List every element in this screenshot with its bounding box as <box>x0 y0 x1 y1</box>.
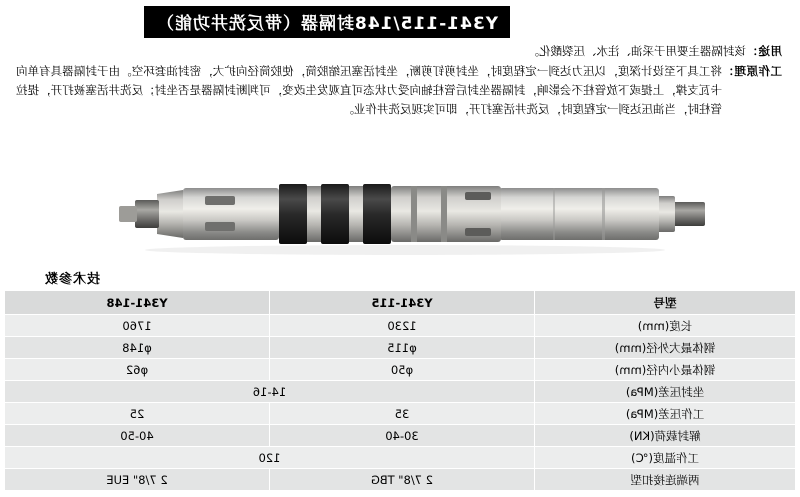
purpose-label: 用途： <box>746 44 782 58</box>
table-cell-value-merged: 120 <box>5 447 535 469</box>
page-title-text: Y341-115/148封隔器（带反洗井功能） <box>144 6 510 38</box>
table-cell-value: φ115 <box>270 337 535 359</box>
table-cell-value: 40-50 <box>5 425 270 447</box>
description-block <box>16 42 782 120</box>
table-cell-value: 25 <box>5 403 270 425</box>
purpose-text: 该封隔器主要用于采油、注水、压裂酸化。 <box>527 44 746 58</box>
table-row <box>5 381 796 403</box>
table-cell-param: 坐封压差(MPa) <box>534 381 795 403</box>
table-cell-value: φ50 <box>270 359 535 381</box>
table-cell-value: 2 7/8" EUE <box>5 469 270 491</box>
table-cell-value: 1760 <box>5 315 270 337</box>
table-row <box>5 315 796 337</box>
spec-table <box>4 290 796 491</box>
table-cell-param: 解封载荷(KN) <box>534 425 795 447</box>
table-row <box>5 425 796 447</box>
table-cell-param: 两端连接扣型 <box>534 469 795 491</box>
table-cell-value-merged: 14-16 <box>5 381 535 403</box>
table-cell-param: 钢体最小内径(mm) <box>534 359 795 381</box>
packer-tool-illustration <box>95 160 705 270</box>
table-row <box>5 469 796 491</box>
table-row <box>5 447 796 469</box>
principle-text: 将工具下至设计深度，以压力达到一定程度时，坐封剪钉剪断，坐封活塞压缩胶筒，使胶筒径向扩大，密封油套环空。由于封隔器具有单向卡瓦支撑，上提或下放管柱不会影响，封隔器坐封后管柱轴向受力状态可直观发生改变，可判断封隔器是否坐封；反洗井活塞被打开，提拉管柱时，当油压达到一定程度时，反洗井活塞打开，即可实现反洗井作业。 <box>16 64 722 116</box>
tech-params-heading: 技术参数 <box>43 272 100 287</box>
description-row-principle <box>16 62 782 119</box>
table-cell-value: 30-40 <box>270 425 535 447</box>
table-cell-param: 长度(mm) <box>534 315 795 337</box>
table-cell-param: 工作压差(MPa) <box>534 403 795 425</box>
table-header-cell: Y341-115 <box>270 291 535 315</box>
table-cell-value: 35 <box>270 403 535 425</box>
table-row <box>5 359 796 381</box>
table-header-cell: Y341-148 <box>5 291 270 315</box>
table-cell-param: 钢体最大外径(mm) <box>534 337 795 359</box>
table-cell-value: 2 7/8" TBG <box>270 469 535 491</box>
table-row <box>5 337 796 359</box>
table-cell-value: φ62 <box>5 359 270 381</box>
packer-tool-photo <box>95 160 705 270</box>
table-header-row <box>5 291 796 315</box>
table-cell-value: 1230 <box>270 315 535 337</box>
description-row-purpose <box>16 42 782 61</box>
table-row <box>5 403 796 425</box>
page-title <box>10 6 510 32</box>
table-cell-param: 工作温度(℃) <box>534 447 795 469</box>
principle-label: 工作原理： <box>722 64 782 78</box>
table-header-cell: 型号 <box>534 291 795 315</box>
table-cell-value: φ148 <box>5 337 270 359</box>
